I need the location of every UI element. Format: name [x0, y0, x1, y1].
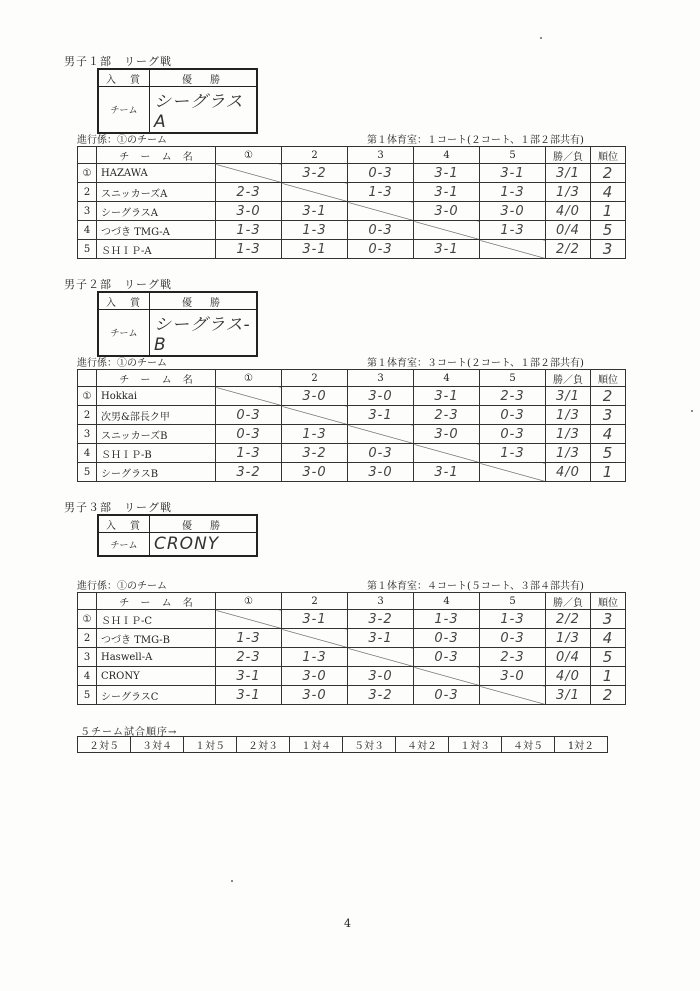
winner-team: CRONY — [150, 533, 258, 557]
award-head: 優 勝 — [150, 515, 258, 533]
team-row — [78, 183, 626, 202]
team-number: 3 — [78, 425, 97, 444]
header-cell: 2 — [282, 593, 348, 610]
score-cell: 1-3 — [348, 183, 414, 202]
header-cell: 5 — [480, 593, 546, 610]
award-head: 優 勝 — [150, 292, 258, 310]
match-order-cell: 1対２ — [555, 737, 608, 753]
team-number: 2 — [78, 183, 97, 202]
score-cell: 1-3 — [216, 629, 282, 648]
match-order-cell: ５対３ — [343, 737, 396, 753]
header-cell: 4 — [414, 147, 480, 164]
rank-cell: 3 — [591, 406, 626, 425]
rank-cell: 1 — [591, 667, 626, 686]
header-cell: ① — [216, 593, 282, 610]
court-info: 第１体育室：４コート(５コート、３部４部共有) — [367, 581, 584, 592]
header-no-cell — [78, 370, 97, 387]
score-cell: 3-0 — [414, 202, 480, 221]
division-title: 男子１部 リーグ戦 — [64, 55, 172, 68]
score-cell: 1-3 — [480, 444, 546, 463]
team-name: ＳＨＩＰ-B — [97, 444, 216, 463]
match-order-cell: ２対５ — [78, 737, 131, 753]
score-cell: 3-0 — [480, 667, 546, 686]
score-cell: 1-3 — [282, 648, 348, 667]
score-cell: 3-0 — [216, 202, 282, 221]
team-name: 次男&部長ク甲 — [97, 406, 216, 425]
rank-cell: 2 — [591, 164, 626, 183]
rank-cell: 5 — [591, 648, 626, 667]
score-cell: 3-0 — [414, 425, 480, 444]
league-table — [77, 369, 626, 482]
match-order-cell: １対３ — [449, 737, 502, 753]
win-loss-cell: 1/3 — [546, 183, 591, 202]
team-name: HAZAWA — [97, 164, 216, 183]
win-loss-cell: 1/3 — [546, 406, 591, 425]
team-name: ＳＨＩＰ-A — [97, 240, 216, 259]
self-match-cell — [282, 406, 348, 425]
self-match-cell — [216, 610, 282, 629]
award-label: 入 賞 — [98, 292, 150, 310]
team-name: Hokkai — [97, 387, 216, 406]
header-cell: 順位 — [591, 147, 626, 164]
header-cell: 2 — [282, 147, 348, 164]
header-cell: 3 — [348, 593, 414, 610]
team-name: スニッカーズB — [97, 425, 216, 444]
team-name: ＳＨＩＰ-C — [97, 610, 216, 629]
score-cell: 3-1 — [414, 183, 480, 202]
rank-cell: 1 — [591, 463, 626, 482]
win-loss-cell: 2/2 — [546, 240, 591, 259]
score-cell: 3-1 — [414, 164, 480, 183]
team-number: 4 — [78, 221, 97, 240]
referee-note: 進行係：①のチーム — [77, 135, 167, 146]
self-match-cell — [480, 240, 546, 259]
score-cell: 3-0 — [282, 387, 348, 406]
score-cell: 3-0 — [282, 463, 348, 482]
team-number: 4 — [78, 667, 97, 686]
team-row — [78, 463, 626, 482]
team-row — [78, 629, 626, 648]
rank-cell: 3 — [591, 240, 626, 259]
score-cell: 3-1 — [282, 202, 348, 221]
match-order-cell: ３対４ — [131, 737, 184, 753]
rank-cell: 5 — [591, 444, 626, 463]
team-name: つづき TMG-A — [97, 221, 216, 240]
win-loss-cell: 1/3 — [546, 425, 591, 444]
score-cell: 3-1 — [216, 667, 282, 686]
team-row — [78, 387, 626, 406]
team-row — [78, 406, 626, 425]
header-cell: 3 — [348, 147, 414, 164]
match-order-table — [77, 736, 608, 753]
rank-cell: 1 — [591, 202, 626, 221]
team-number: 2 — [78, 406, 97, 425]
header-cell: 4 — [414, 593, 480, 610]
score-cell: 2-3 — [480, 387, 546, 406]
score-cell: 3-1 — [414, 463, 480, 482]
rank-cell: 4 — [591, 629, 626, 648]
team-number: 5 — [78, 240, 97, 259]
score-cell: 3-0 — [480, 202, 546, 221]
header-cell: チ ー ム 名 — [97, 593, 216, 610]
header-cell: 3 — [348, 370, 414, 387]
score-cell: 0-3 — [348, 164, 414, 183]
award-label: 入 賞 — [98, 69, 150, 87]
self-match-cell — [414, 667, 480, 686]
header-cell: 勝／負 — [546, 370, 591, 387]
referee-note: 進行係：①のチーム — [77, 358, 167, 369]
score-cell: 3-0 — [348, 667, 414, 686]
score-cell: 3-0 — [282, 667, 348, 686]
team-label: チーム — [98, 310, 150, 357]
score-cell: 0-3 — [216, 425, 282, 444]
team-label: チーム — [98, 533, 150, 557]
match-order-cell: １対４ — [290, 737, 343, 753]
team-row — [78, 164, 626, 183]
header-cell: ① — [216, 370, 282, 387]
score-cell: 1-3 — [480, 610, 546, 629]
award-box — [97, 291, 258, 357]
league-header-row — [78, 370, 626, 387]
match-order-cell: ２対３ — [237, 737, 290, 753]
rank-cell: 2 — [591, 387, 626, 406]
score-cell: 2-3 — [480, 648, 546, 667]
score-cell: 0-3 — [414, 686, 480, 705]
scan-speck — [540, 37, 542, 39]
referee-note: 進行係：①のチーム — [77, 581, 167, 592]
score-cell: 0-3 — [414, 648, 480, 667]
score-cell: 0-3 — [348, 444, 414, 463]
self-match-cell — [414, 444, 480, 463]
win-loss-cell: 0/4 — [546, 221, 591, 240]
court-info: 第１体育室：３コート(２コート、１部２部共有) — [367, 358, 584, 369]
score-cell: 3-2 — [282, 164, 348, 183]
score-cell: 3-2 — [348, 610, 414, 629]
self-match-cell — [348, 425, 414, 444]
team-row — [78, 648, 626, 667]
match-order-row — [78, 737, 608, 753]
team-number: 3 — [78, 648, 97, 667]
rank-cell: 4 — [591, 425, 626, 444]
team-row — [78, 444, 626, 463]
header-cell: 順位 — [591, 593, 626, 610]
rank-cell: 5 — [591, 221, 626, 240]
self-match-cell — [480, 463, 546, 482]
team-row — [78, 425, 626, 444]
win-loss-cell: 1/3 — [546, 444, 591, 463]
team-row — [78, 667, 626, 686]
score-cell: 3-1 — [216, 686, 282, 705]
page-number: 4 — [344, 917, 351, 930]
award-box — [97, 68, 258, 134]
team-name: CRONY — [97, 667, 216, 686]
win-loss-cell: 4/0 — [546, 667, 591, 686]
win-loss-cell: 3/1 — [546, 387, 591, 406]
score-cell: 3-2 — [282, 444, 348, 463]
self-match-cell — [216, 164, 282, 183]
win-loss-cell: 2/2 — [546, 610, 591, 629]
score-cell: 3-1 — [348, 406, 414, 425]
scan-speck — [691, 410, 693, 412]
score-cell: 1-3 — [480, 183, 546, 202]
score-cell: 3-0 — [282, 686, 348, 705]
team-row — [78, 202, 626, 221]
score-cell: 0-3 — [480, 406, 546, 425]
win-loss-cell: 4/0 — [546, 463, 591, 482]
score-cell: 0-3 — [348, 221, 414, 240]
win-loss-cell: 4/0 — [546, 202, 591, 221]
header-cell: 勝／負 — [546, 593, 591, 610]
score-cell: 3-1 — [414, 240, 480, 259]
score-cell: 1-3 — [216, 240, 282, 259]
rank-cell: 2 — [591, 686, 626, 705]
team-number: ① — [78, 164, 97, 183]
self-match-cell — [348, 648, 414, 667]
rank-cell: 3 — [591, 610, 626, 629]
score-cell: 1-3 — [414, 610, 480, 629]
league-table — [77, 146, 626, 259]
win-loss-cell: 3/1 — [546, 164, 591, 183]
self-match-cell — [480, 686, 546, 705]
score-cell: 3-0 — [348, 387, 414, 406]
score-cell: 1-3 — [282, 425, 348, 444]
header-cell: 2 — [282, 370, 348, 387]
score-cell: 0-3 — [480, 629, 546, 648]
team-name: スニッカーズA — [97, 183, 216, 202]
header-cell: 勝／負 — [546, 147, 591, 164]
score-cell: 3-1 — [414, 387, 480, 406]
court-info: 第１体育室：１コート(２コート、１部２部共有) — [367, 135, 584, 146]
score-cell: 3-2 — [348, 686, 414, 705]
winner-team: シーグラスA — [150, 87, 258, 134]
score-cell: 1-3 — [216, 444, 282, 463]
win-loss-cell: 3/1 — [546, 686, 591, 705]
team-row — [78, 221, 626, 240]
score-cell: 0-3 — [216, 406, 282, 425]
score-cell: 0-3 — [414, 629, 480, 648]
team-label: チーム — [98, 87, 150, 134]
header-cell: チ ー ム 名 — [97, 370, 216, 387]
award-box — [97, 514, 258, 557]
score-cell: 3-1 — [480, 164, 546, 183]
team-name: シーグラスB — [97, 463, 216, 482]
header-cell: 5 — [480, 370, 546, 387]
team-row — [78, 610, 626, 629]
match-order-title: ５チーム試合順序→ — [80, 727, 178, 738]
match-order-cell: １対５ — [184, 737, 237, 753]
match-order-cell: ４対５ — [502, 737, 555, 753]
score-cell: 3-1 — [282, 240, 348, 259]
score-cell: 3-0 — [348, 463, 414, 482]
win-loss-cell: 0/4 — [546, 648, 591, 667]
winner-team: シーグラス-B — [150, 310, 258, 357]
division-title: 男子２部 リーグ戦 — [64, 278, 172, 291]
self-match-cell — [282, 183, 348, 202]
match-order-cell: ４対２ — [396, 737, 449, 753]
win-loss-cell: 1/3 — [546, 629, 591, 648]
team-number: 3 — [78, 202, 97, 221]
team-name: つづき TMG-B — [97, 629, 216, 648]
league-table — [77, 592, 626, 705]
header-cell: チ ー ム 名 — [97, 147, 216, 164]
score-cell: 3-2 — [216, 463, 282, 482]
rank-cell: 4 — [591, 183, 626, 202]
header-cell: ① — [216, 147, 282, 164]
award-label: 入 賞 — [98, 515, 150, 533]
team-number: 2 — [78, 629, 97, 648]
team-row — [78, 686, 626, 705]
league-header-row — [78, 593, 626, 610]
team-number: ① — [78, 387, 97, 406]
header-no-cell — [78, 147, 97, 164]
score-cell: 2-3 — [414, 406, 480, 425]
team-name: シーグラスA — [97, 202, 216, 221]
header-no-cell — [78, 593, 97, 610]
score-cell: 1-3 — [480, 221, 546, 240]
self-match-cell — [414, 221, 480, 240]
team-number: ① — [78, 610, 97, 629]
header-cell: 4 — [414, 370, 480, 387]
team-name: Haswell-A — [97, 648, 216, 667]
team-name: シーグラスC — [97, 686, 216, 705]
score-cell: 2-3 — [216, 648, 282, 667]
self-match-cell — [216, 387, 282, 406]
score-cell: 1-3 — [216, 221, 282, 240]
scan-speck — [231, 880, 233, 882]
score-cell: 2-3 — [216, 183, 282, 202]
score-cell: 3-1 — [282, 610, 348, 629]
team-number: 4 — [78, 444, 97, 463]
league-header-row — [78, 147, 626, 164]
team-number: 5 — [78, 463, 97, 482]
self-match-cell — [282, 629, 348, 648]
award-head: 優 勝 — [150, 69, 258, 87]
header-cell: 5 — [480, 147, 546, 164]
header-cell: 順位 — [591, 370, 626, 387]
score-cell: 0-3 — [348, 240, 414, 259]
team-row — [78, 240, 626, 259]
score-cell: 3-1 — [348, 629, 414, 648]
self-match-cell — [348, 202, 414, 221]
division-title: 男子３部 リーグ戦 — [64, 501, 172, 514]
team-number: 5 — [78, 686, 97, 705]
score-cell: 0-3 — [480, 425, 546, 444]
score-cell: 1-3 — [282, 221, 348, 240]
